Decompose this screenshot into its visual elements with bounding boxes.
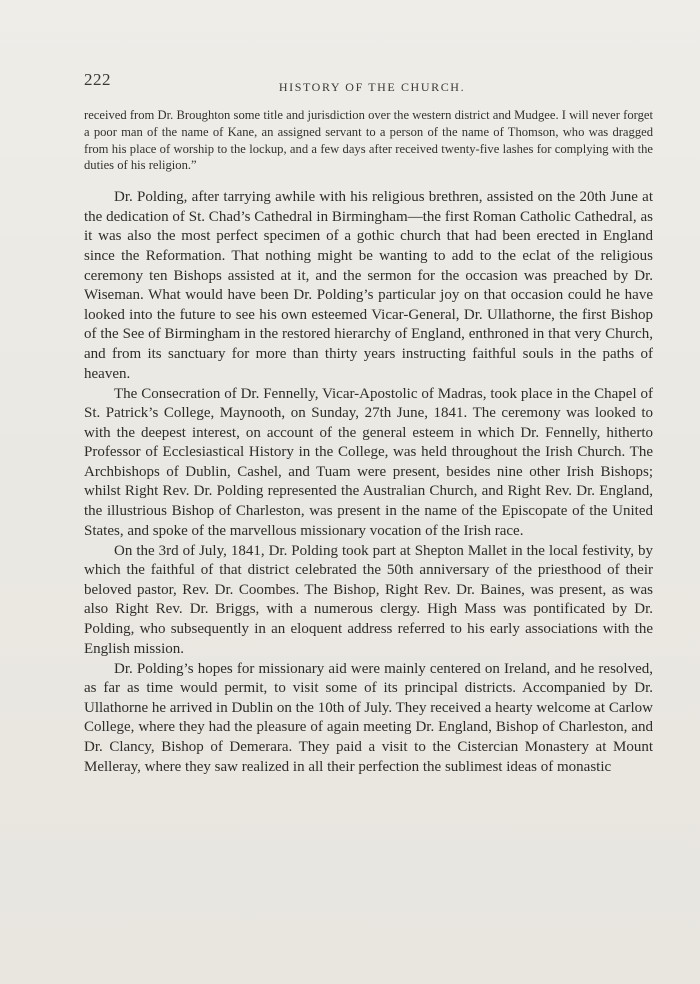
paragraph-shepton-mallet: On the 3rd of July, 1841, Dr. Polding took part at Shepton Mallet in the local festivity, by which the faithful of that district celebrated the 50th anniversary of the priesthood of their beloved pastor, Rev. Dr. Coombes. The Bishop, Right Rev. Dr. Baines, was present, as was also Right Rev. Dr. Briggs, with a numerous clergy. High Mass was pontificated by Dr. Polding, who subsequently in an eloquent address referred to his early associations with the English mission. (84, 542, 653, 657)
paragraph-st-chads: Dr. Polding, after tarrying awhile with his religious brethren, assisted on the 20th June at the dedication of St. Chad’s Cathedral in Birmingham—the first Roman Catholic Cathedral, as it was also the most perfect specimen of a gothic church that had been erected in England since the Reformation. That nothing might be wanting to add to the eclat of the religious ceremony ten Bishops assisted at it, and the sermon for the occasion was preached by Dr. Wiseman. What would have been Dr. Polding’s particular joy on that occasion could he have looked into the future to see his own esteemed Vicar-General, Dr. Ullathorne, the first Bishop of the See of Birmingham in the restored hierarchy of England, enthroned in that very Church, and from its sanctuary for more than thirty years instructing faithful souls in the paths of heaven. (84, 189, 653, 382)
page-number: 222 (84, 70, 111, 89)
body-text (84, 107, 653, 777)
running-head: HISTORY OF THE CHURCH. (278, 80, 466, 94)
paragraph-ireland-visit: Dr. Polding’s hopes for missionary aid were mainly centered on Ireland, and he resolved, as far as time would permit, to visit some of its principal districts. Accompanied by Dr. Ullathorne he arrived in Dublin on the 10th of July. They received a hearty welcome at Carlow College, where they had the pleasure of again meeting Dr. England, Bishop of Charleston, and Dr. Clancy, Bishop of Demerara. They paid a visit to the Cistercian Monastery at Mount Melleray, where they saw realized in all their perfection the sublimest ideas of monastic (84, 660, 653, 775)
quoted-passage: received from Dr. Broughton some title and jurisdiction over the western district and Mudgee. I will never forget a poor man of the name of Kane, an assigned servant to a person of the name of Thomson, who was dragged from his place of worship to the lockup, and a few days after received twenty-five lashes for complying with the duties of his religion.” (84, 108, 653, 173)
paragraph-fennelly-consecration: The Consecration of Dr. Fennelly, Vicar-Apostolic of Madras, took place in the Chapel of St. Patrick’s College, Maynooth, on Sunday, 27th June, 1841. The ceremony was looked to with the deepest interest, on account of the general esteem in which Dr. Fennelly, hitherto Professor of Ecclesiastical History in the College, was held throughout the Irish Church. The Archbishops of Dublin, Cashel, and Tuam were present, besides nine other Irish Bishops; whilst Right Rev. Dr. Polding represented the Australian Church, and Right Rev. Dr. England, the illustrious Bishop of Charleston, was present in the name of the Episcopate of the United States, and spoke of the marvellous missionary vocation of the Irish race. (84, 385, 653, 539)
